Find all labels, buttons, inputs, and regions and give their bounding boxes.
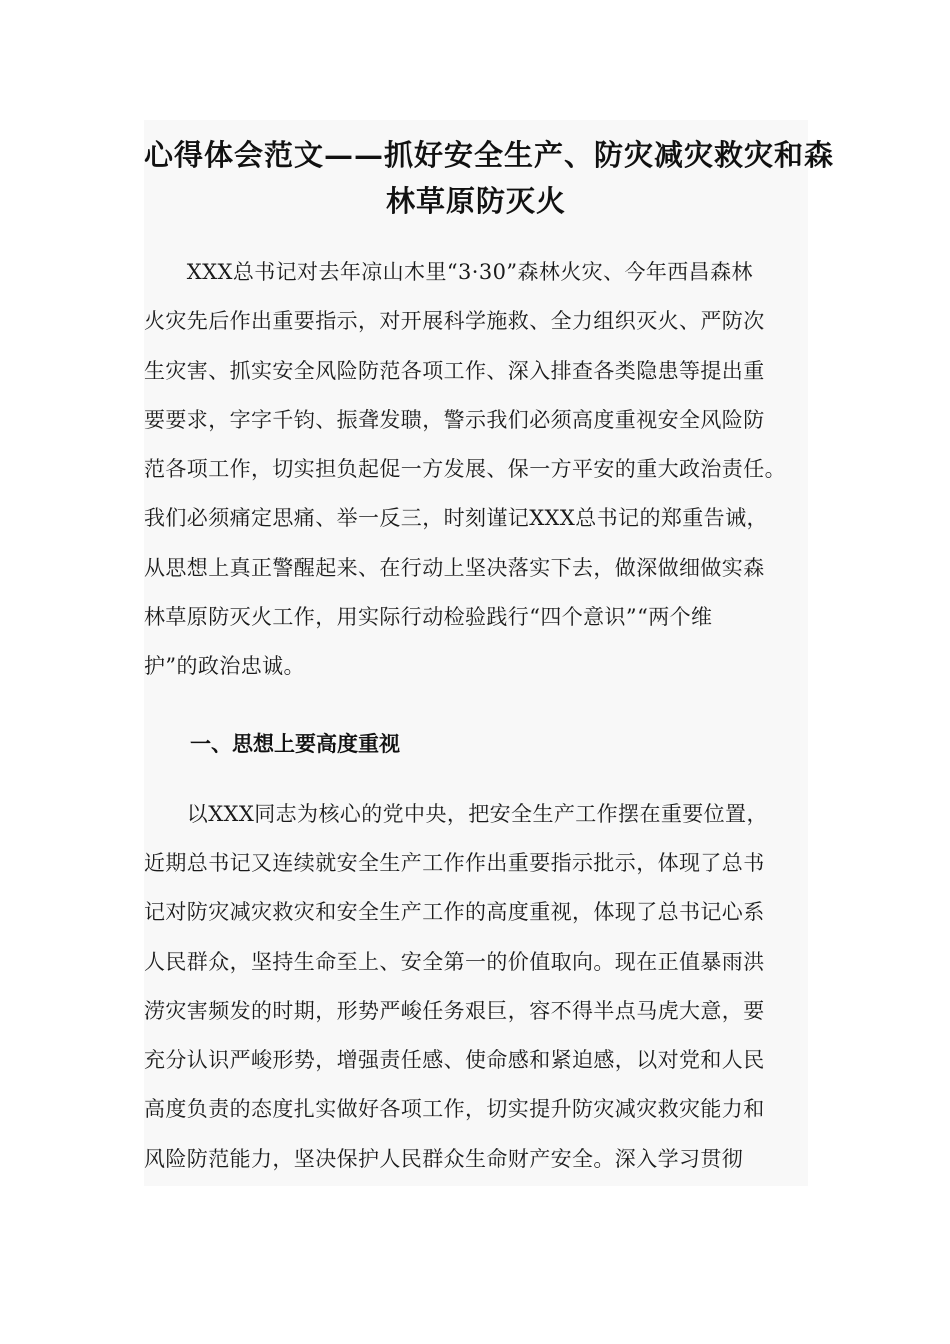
text-line: XXX总书记对去年凉山木里“3·30”森林火灾、今年西昌森林 bbox=[144, 260, 753, 284]
text-line: 充分认识严峻形势，增强责任感、使命感和紧迫感，以对党和人民 bbox=[144, 1048, 765, 1073]
text-line: 近期总书记又连续就安全生产工作作出重要指示批示，体现了总书 bbox=[144, 850, 765, 875]
document-body bbox=[144, 120, 835, 1186]
text-line: 范各项工作，切实担负起促一方发展、保一方平安的重大政治责任。 bbox=[144, 457, 786, 482]
title-line: 心得体会范文——抓好安全生产、防灾减灾救灾和森 bbox=[144, 138, 835, 172]
text-line: 高度负责的态度扎实做好各项工作，切实提升防灾减灾救灾能力和 bbox=[144, 1097, 765, 1122]
text-line: 林草原防灭火工作，用实际行动检验践行“四个意识”“两个维 bbox=[144, 605, 713, 630]
text-line: 我们必须痛定思痛、举一反三，时刻谨记XXX总书记的郑重告诫， bbox=[144, 506, 768, 531]
text-line: 护”的政治忠诚。 bbox=[144, 654, 305, 679]
text-line: 要要求，字字千钧、振聋发聩，警示我们必须高度重视安全风险防 bbox=[144, 407, 765, 432]
text-line: 风险防范能力，坚决保护人民群众生命财产安全。深入学习贯彻 bbox=[144, 1146, 744, 1171]
paragraph-intro bbox=[144, 248, 808, 692]
text-line: 火灾先后作出重要指示，对开展科学施救、全力组织灭火、严防次 bbox=[144, 309, 765, 334]
title-line: 林草原防灭火 bbox=[385, 184, 566, 218]
text-line: 人民群众，坚持生命至上、安全第一的价值取向。现在正值暴雨洪 bbox=[144, 949, 765, 974]
text-line: 涝灾害频发的时期，形势严峻任务艰巨，容不得半点马虎大意，要 bbox=[144, 998, 765, 1023]
text-line: 以XXX同志为核心的党中央，把安全生产工作摆在重要位置， bbox=[144, 801, 768, 826]
text-line: 记对防灾减灾救灾和安全生产工作的高度重视，体现了总书记心系 bbox=[144, 900, 765, 925]
section-heading: 一、思想上要高度重视 bbox=[190, 730, 400, 756]
text-line: 生灾害、抓实安全风险防范各项工作、深入排查各类隐患等提出重 bbox=[144, 358, 765, 383]
paragraph-section-1 bbox=[144, 790, 808, 1184]
document-title bbox=[144, 120, 835, 224]
text-line: 从思想上真正警醒起来、在行动上坚决落实下去，做深做细做实森 bbox=[144, 555, 765, 580]
